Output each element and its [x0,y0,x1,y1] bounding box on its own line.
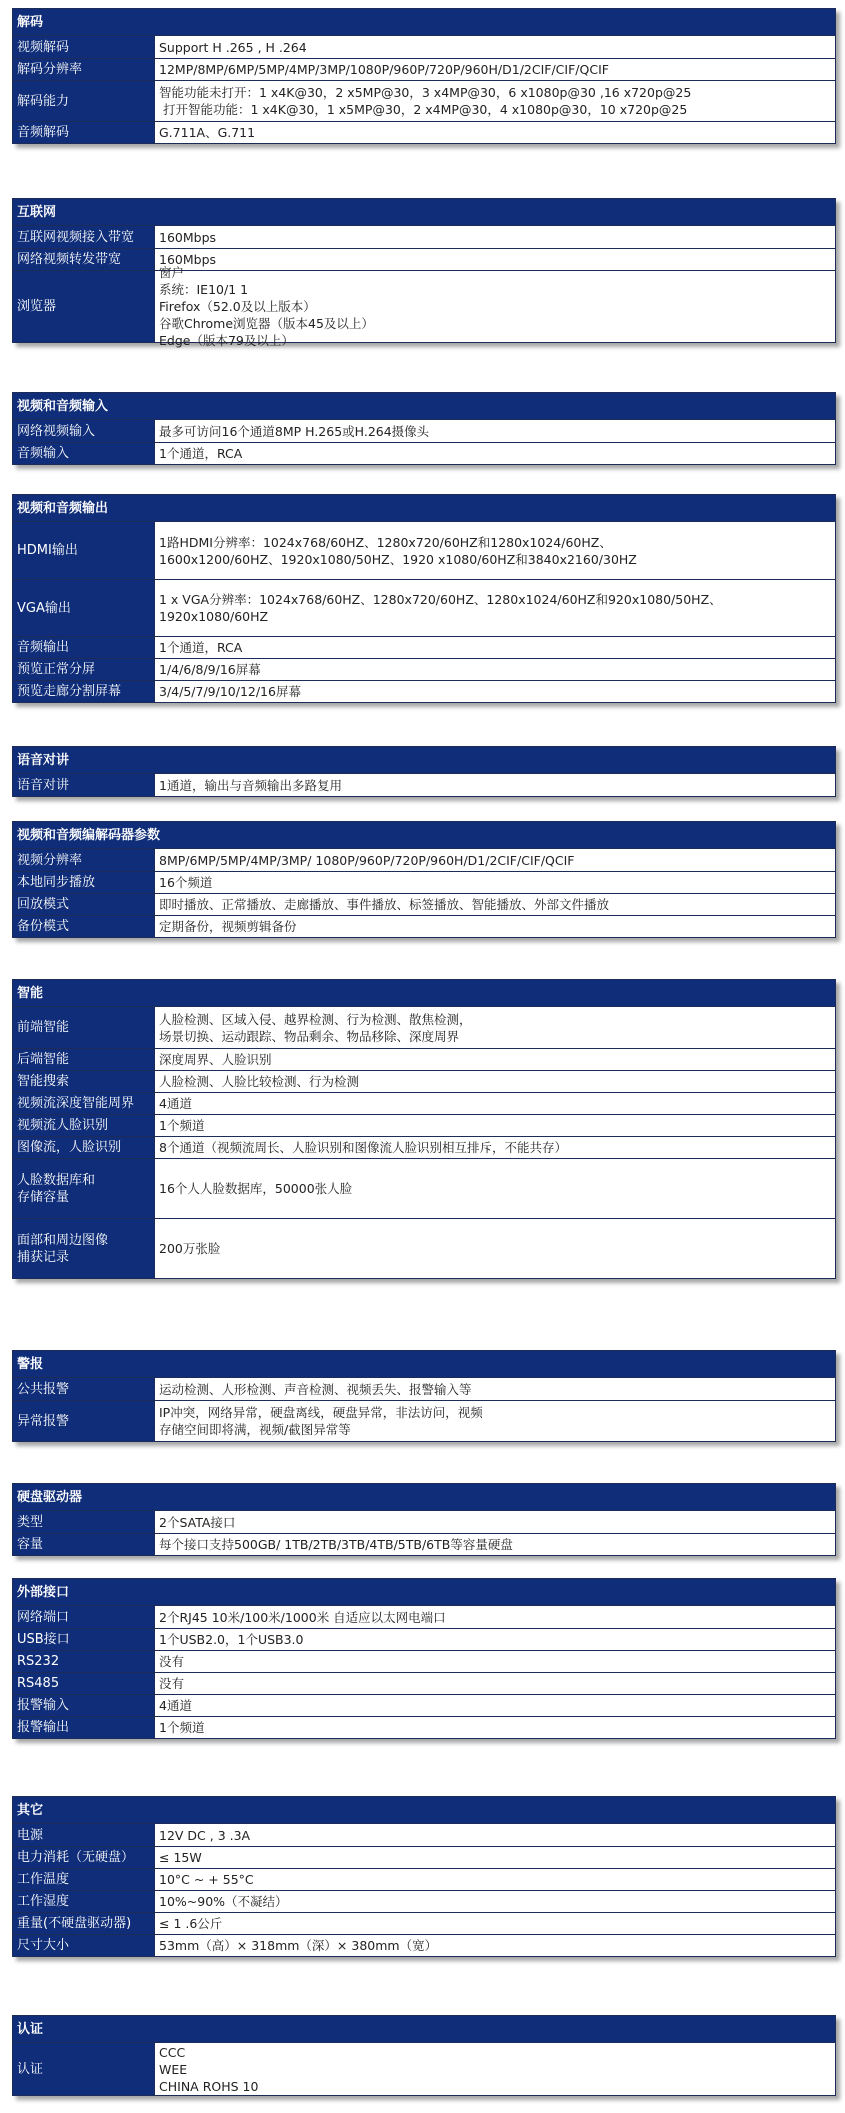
spec-value-line: 1个频道 [159,1720,205,1735]
spec-value-line: 1个频道 [159,1118,205,1133]
spec-row [13,1846,835,1868]
spec-row [13,1070,835,1092]
spec-value [155,916,835,937]
spec-row [13,1136,835,1158]
spec-label: HDMI输出 [13,522,155,579]
spec-value [155,1511,835,1533]
spec-label: 电力消耗（无硬盘） [13,1847,155,1868]
spec-label: 认证 [13,2043,155,2095]
spec-row [13,420,835,442]
spec-label: 重量(不硬盘驱动器) [13,1913,155,1934]
spec-value-line: 16个人人脸数据库，50000张人脸 [159,1181,353,1196]
spec-value [155,1869,835,1890]
spec-row [13,1694,835,1716]
spec-label: 报警输出 [13,1717,155,1738]
spec-row [13,58,835,80]
spec-label: 尺寸大小 [13,1935,155,1956]
spec-value-line: Firefox（52.0及以上版本） [159,299,316,314]
spec-value-line: 160Mbps [159,229,217,245]
spec-value-line: 系统：IE10/1 1 [159,282,249,297]
spec-value [155,1049,835,1070]
spec-section [12,2015,836,2096]
spec-row [13,442,835,464]
spec-value-line: 10°C ~ + 55°C [159,1872,254,1887]
spec-value-line: 53mm（高）× 318mm（深）× 380mm（宽） [159,1938,438,1953]
spec-row [13,1158,835,1218]
spec-value [155,1717,835,1738]
spec-value-line: 打开智能功能：1 x4K@30，1 x5MP@30，2 x4MP@30，4 x1080p@30，10 x720p@25 [159,102,688,117]
spec-value [155,1534,835,1555]
spec-row [13,1868,835,1890]
spec-value-line: WEE [159,2061,188,2077]
spec-value [155,81,835,121]
spec-value [155,122,835,143]
spec-label: 预览正常分屏 [13,659,155,680]
spec-value-line: IP冲突，网络异常，硬盘离线，硬盘异常，非法访问，视频 [159,1405,483,1420]
spec-row [13,680,835,702]
spec-section [12,1350,836,1442]
spec-row [13,636,835,658]
spec-value-line: 10%~90%（不凝结） [159,1894,288,1909]
spec-label: 语音对讲 [13,774,155,796]
spec-row [13,1114,835,1136]
spec-label: 网络端口 [13,1606,155,1628]
spec-label: 工作温度 [13,1869,155,1890]
spec-row [13,1824,835,1846]
spec-label: 智能搜索 [13,1071,155,1092]
section-title: 视频和音频编解码器参数 [13,822,835,849]
spec-label: 电源 [13,1824,155,1846]
spec-value [155,1115,835,1136]
section-title: 其它 [13,1797,835,1824]
spec-value-line: Edge（版本79及以上） [159,333,294,348]
spec-row [13,80,835,121]
spec-label: 本地同步播放 [13,872,155,893]
spec-row [13,915,835,937]
spec-label: 公共报警 [13,1378,155,1400]
spec-label: 工作湿度 [13,1891,155,1912]
spec-value [155,1891,835,1912]
spec-value [155,1401,835,1441]
spec-row [13,1092,835,1114]
section-title: 视频和音频输入 [13,393,835,420]
spec-row [13,1511,835,1533]
spec-value-line: 8MP/6MP/5MP/4MP/3MP/ 1080P/960P/720P/960H/D1/2CIF/CIF/QCIF [159,852,575,868]
spec-value-line: 智能功能未打开：1 x4K@30，2 x5MP@30，3 x4MP@30，6 x1080p@30 ,16 x720p@25 [159,85,692,100]
spec-row [13,1890,835,1912]
spec-section [12,746,836,797]
spec-value [155,1935,835,1956]
spec-value-line: 200万张脸 [159,1241,221,1256]
spec-value [155,774,835,796]
spec-label: 音频输出 [13,637,155,658]
spec-row [13,1628,835,1650]
spec-section [12,8,836,144]
spec-value-line: 1通道，输出与音频输出多路复用 [159,777,342,793]
spec-value-line: 1个通道，RCA [159,640,243,655]
spec-value-line: 人脸检测、人脸比较检测、行为检测 [159,1074,360,1089]
spec-value-line: 定期备份，视频剪辑备份 [159,919,297,934]
spec-section [12,1483,836,1556]
spec-row [13,871,835,893]
spec-label: USB接口 [13,1629,155,1650]
spec-value [155,872,835,893]
spec-value [155,1847,835,1868]
spec-row [13,893,835,915]
spec-label: 网络视频输入 [13,420,155,442]
spec-value-line: G.711A、G.711 [159,125,256,140]
spec-value [155,1219,835,1278]
spec-value [155,1673,835,1694]
spec-row [13,1048,835,1070]
spec-value [155,226,835,248]
spec-value [155,1137,835,1158]
section-title: 互联网 [13,199,835,226]
spec-value-line: 场景切换、运动跟踪、物品剩余、物品移除、深度周界 [159,1028,460,1044]
spec-label: 视频流人脸识别 [13,1115,155,1136]
section-title: 外部接口 [13,1579,835,1606]
spec-value-line: 窗户 [159,265,185,280]
spec-value [155,894,835,915]
spec-value-line: 1600x1200/60HZ、1920x1080/50HZ、1920 x1080/60HZ和3840x2160/30HZ [159,551,637,567]
spec-value-line: 12MP/8MP/6MP/5MP/4MP/3MP/1080P/960P/720P/960H/D1/2CIF/CIF/QCIF [159,62,609,77]
spec-label: 浏览器 [13,271,155,342]
spec-label: 预览走廊分割屏幕 [13,681,155,702]
spec-label: 异常报警 [13,1401,155,1441]
spec-section [12,1796,836,1957]
spec-value-line: ≤ 15W [159,1850,202,1865]
spec-label: 互联网视频接入带宽 [13,226,155,248]
spec-value [155,659,835,680]
spec-value-line: 存储空间即将满，视频/截图异常等 [159,1422,351,1437]
spec-row [13,1218,835,1278]
spec-value [155,637,835,658]
spec-value [155,681,835,702]
section-title: 警报 [13,1351,835,1378]
spec-value-line: 16个频道 [159,875,213,890]
spec-row [13,579,835,636]
section-title: 解码 [13,9,835,36]
spec-value-line: 160Mbps [159,252,217,267]
spec-label: 视频流深度智能周界 [13,1093,155,1114]
spec-label: 视频分辨率 [13,849,155,871]
spec-label: 备份模式 [13,916,155,937]
spec-value [155,59,835,80]
spec-row [13,1378,835,1400]
spec-value-line: 谷歌Chrome浏览器（版本45及以上） [159,316,374,331]
spec-value-line: CHINA ROHS 10 [159,2078,259,2094]
spec-value-line: 1/4/6/8/9/16屏幕 [159,662,261,677]
spec-value [155,1071,835,1092]
spec-value-line: 1920x1080/60HZ [159,609,269,624]
spec-value [155,1913,835,1934]
spec-label: RS232 [13,1651,155,1672]
spec-value-line: 2个RJ45 10米/100米/1000米 自适应以太网电端口 [159,1609,446,1625]
spec-row [13,1716,835,1738]
spec-label: 后端智能 [13,1049,155,1070]
section-title: 硬盘驱动器 [13,1484,835,1511]
spec-row [13,1650,835,1672]
spec-row [13,658,835,680]
spec-label: 类型 [13,1511,155,1533]
spec-value-line: 1路HDMI分辨率：1024x768/60HZ、1280x720/60HZ和1280x1024/60HZ、 [159,534,612,550]
spec-value [155,1159,835,1218]
spec-section [12,821,836,938]
spec-value [155,580,835,636]
spec-value [155,420,835,442]
spec-label: 回放模式 [13,894,155,915]
spec-value [155,522,835,579]
spec-row [13,774,835,796]
spec-value-line: 3/4/5/7/9/10/12/16屏幕 [159,684,301,699]
spec-label: 视频解码 [13,36,155,58]
spec-row [13,226,835,248]
spec-label: RS485 [13,1673,155,1694]
spec-value [155,36,835,58]
spec-value-line: 1 x VGA分辨率：1024x768/60HZ、1280x720/60HZ、1280x1024/60HZ和920x1080/50HZ、 [159,592,722,607]
spec-value-line: 12V DC , 3 .3A [159,1827,251,1843]
spec-row [13,1934,835,1956]
spec-label: 网络视频转发带宽 [13,249,155,270]
spec-section [12,198,836,348]
section-title: 语音对讲 [13,747,835,774]
spec-value-line: 运动检测、人形检测、声音检测、视频丢失、报警输入等 [159,1381,472,1397]
spec-row [13,849,835,871]
spec-value [155,443,835,464]
spec-value [155,1007,835,1048]
spec-section [12,392,836,465]
spec-label: 面部和周边图像 捕获记录 [13,1219,155,1278]
spec-value-line: CCC [159,2044,186,2060]
spec-value-line: 4通道 [159,1096,192,1111]
spec-label: VGA输出 [13,580,155,636]
spec-row [13,121,835,143]
spec-label: 解码分辨率 [13,59,155,80]
spec-row [13,1400,835,1441]
spec-value-line: ≤ 1 .6公斤 [159,1916,223,1931]
spec-value-line: 8个通道（视频流周长、人脸识别和图像流人脸识别相互排斥，不能共存） [159,1140,567,1155]
section-title: 智能 [13,980,835,1007]
spec-row [13,1912,835,1934]
spec-row [13,1672,835,1694]
spec-row [13,265,835,348]
spec-label: 音频输入 [13,443,155,464]
spec-value-line: Support H .265 , H .264 [159,39,307,55]
spec-label: 人脸数据库和 存储容量 [13,1159,155,1218]
spec-value-line: 没有 [159,1676,185,1691]
spec-label: 容量 [13,1534,155,1555]
spec-value-line: 2个SATA接口 [159,1514,236,1530]
spec-row [13,36,835,58]
spec-value [155,1695,835,1716]
spec-value [155,1093,835,1114]
spec-value-line: 深度周界、人脸识别 [159,1052,272,1067]
spec-section [12,979,836,1279]
spec-value [155,1824,835,1846]
spec-row [13,1007,835,1048]
spec-label: 报警输入 [13,1695,155,1716]
spec-value [155,2043,835,2095]
spec-value [155,1378,835,1400]
section-title: 认证 [13,2016,835,2043]
spec-value-line: 没有 [159,1654,185,1669]
spec-value-line: 最多可访问16个通道8MP H.265或H.264摄像头 [159,423,430,439]
spec-label: 前端智能 [13,1007,155,1048]
spec-value-line: 即时播放、正常播放、走廊播放、事件播放、标签播放、智能播放、外部文件播放 [159,897,610,912]
section-title: 视频和音频输出 [13,495,835,522]
spec-label: 音频解码 [13,122,155,143]
spec-row [13,1606,835,1628]
spec-value [155,849,835,871]
spec-row [13,522,835,579]
spec-value-line: 人脸检测、区域入侵、越界检测、行为检测、散焦检测， [159,1011,472,1027]
spec-row [13,2043,835,2095]
spec-label: 解码能力 [13,81,155,121]
spec-section [12,1578,836,1739]
spec-value-line: 1个通道，RCA [159,446,243,461]
spec-label: 图像流，人脸识别 [13,1137,155,1158]
spec-value [155,1651,835,1672]
spec-value-line: 4通道 [159,1698,192,1713]
spec-row [13,1533,835,1555]
spec-value [155,1629,835,1650]
spec-section [12,494,836,703]
spec-value-line: 每个接口支持500GB/ 1TB/2TB/3TB/4TB/5TB/6TB等容量硬盘 [159,1537,513,1552]
spec-value [155,1606,835,1628]
spec-value [155,265,835,348]
spec-value-line: 1个USB2.0，1个USB3.0 [159,1632,304,1647]
